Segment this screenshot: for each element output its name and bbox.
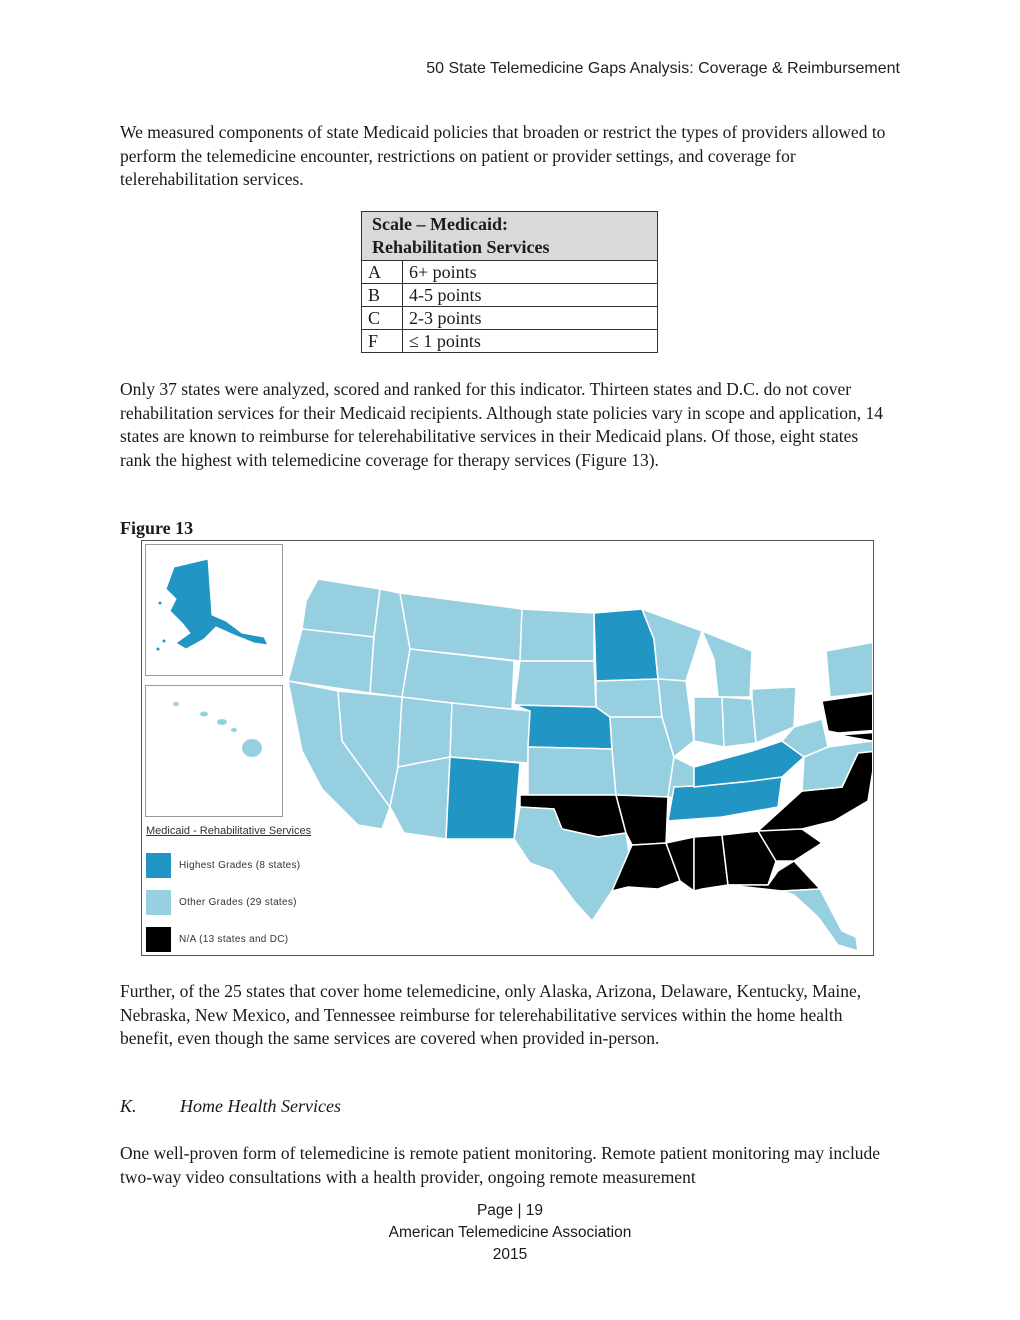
grade-cell: C bbox=[362, 307, 403, 330]
table-row bbox=[362, 330, 658, 353]
legend-item-highest bbox=[146, 853, 300, 878]
legend-swatch bbox=[146, 927, 171, 952]
scale-title-line1: Scale – Medicaid: bbox=[372, 214, 508, 234]
footer-organization: American Telemedicine Association bbox=[388, 1224, 632, 1241]
table-row bbox=[362, 284, 658, 307]
table-row bbox=[362, 307, 658, 330]
points-cell: 6+ points bbox=[403, 261, 658, 284]
legend-label: Other Grades (29 states) bbox=[179, 897, 297, 908]
intro-paragraph: We measured components of state Medicaid policies that broaden or restrict the types of providers allowed to perform the telemedicine encounter, restrictions on patient or provider settings, and coverage for telerehabilitation services. bbox=[120, 122, 886, 189]
section-title: Home Health Services bbox=[180, 1096, 341, 1116]
continental-us-map bbox=[282, 541, 872, 953]
scale-title-line2: Rehabilitation Services bbox=[372, 237, 550, 257]
points-cell: 2-3 points bbox=[403, 307, 658, 330]
grading-scale-table bbox=[361, 211, 658, 353]
grade-cell: F bbox=[362, 330, 403, 353]
legend-item-na bbox=[146, 927, 288, 952]
us-map-figure bbox=[141, 540, 874, 956]
grade-cell: A bbox=[362, 261, 403, 284]
running-header: 50 State Telemedicine Gaps Analysis: Coverage & Reimbursement bbox=[426, 60, 900, 77]
page-number: Page | 19 bbox=[476, 1202, 544, 1219]
alaska-inset bbox=[145, 544, 283, 676]
hawaii-map bbox=[146, 686, 282, 816]
legend-label: N/A (13 states and DC) bbox=[179, 934, 289, 945]
scale-table-header bbox=[362, 212, 658, 261]
grade-cell: B bbox=[362, 284, 403, 307]
legend-label: Highest Grades (8 states) bbox=[179, 860, 301, 871]
section-heading bbox=[120, 1096, 341, 1117]
points-cell: ≤ 1 points bbox=[403, 330, 658, 353]
footer-year: 2015 bbox=[492, 1246, 528, 1263]
legend-item-other bbox=[146, 890, 297, 915]
alaska-map bbox=[146, 545, 282, 675]
table-row bbox=[362, 261, 658, 284]
figure-label: Figure 13 bbox=[120, 518, 194, 538]
legend-title: Medicaid - Rehabilitative Services bbox=[146, 825, 312, 837]
hawaii-inset bbox=[145, 685, 283, 817]
home-telemedicine-paragraph: Further, of the 25 states that cover home telemedicine, only Alaska, Arizona, Delaware, Kentucky, Maine, Nebraska, New Mexico, and Tennessee reimburse for telerehabilitative services within the home health benefit, even though the same services are covered when provided in-person. bbox=[120, 981, 862, 1048]
legend-swatch bbox=[146, 890, 171, 915]
legend-swatch bbox=[146, 853, 171, 878]
points-cell: 4-5 points bbox=[403, 284, 658, 307]
monitoring-paragraph: One well-proven form of telemedicine is remote patient monitoring. Remote patient monitoring may include two-way video consultations with a health provider, ongoing remote measurement bbox=[120, 1143, 881, 1187]
section-letter: K. bbox=[120, 1096, 137, 1116]
analysis-paragraph: Only 37 states were analyzed, scored and ranked for this indicator. Thirteen states and D.C. do not cover rehabilitation services for their Medicaid recipients. Although state policies vary in scope and application, 14 states are known to reimburse for telerehabilitative services in their Medicaid plans. Of those, eight states rank the highest with telemedicine coverage for therapy services (Figure 13). bbox=[120, 379, 883, 470]
